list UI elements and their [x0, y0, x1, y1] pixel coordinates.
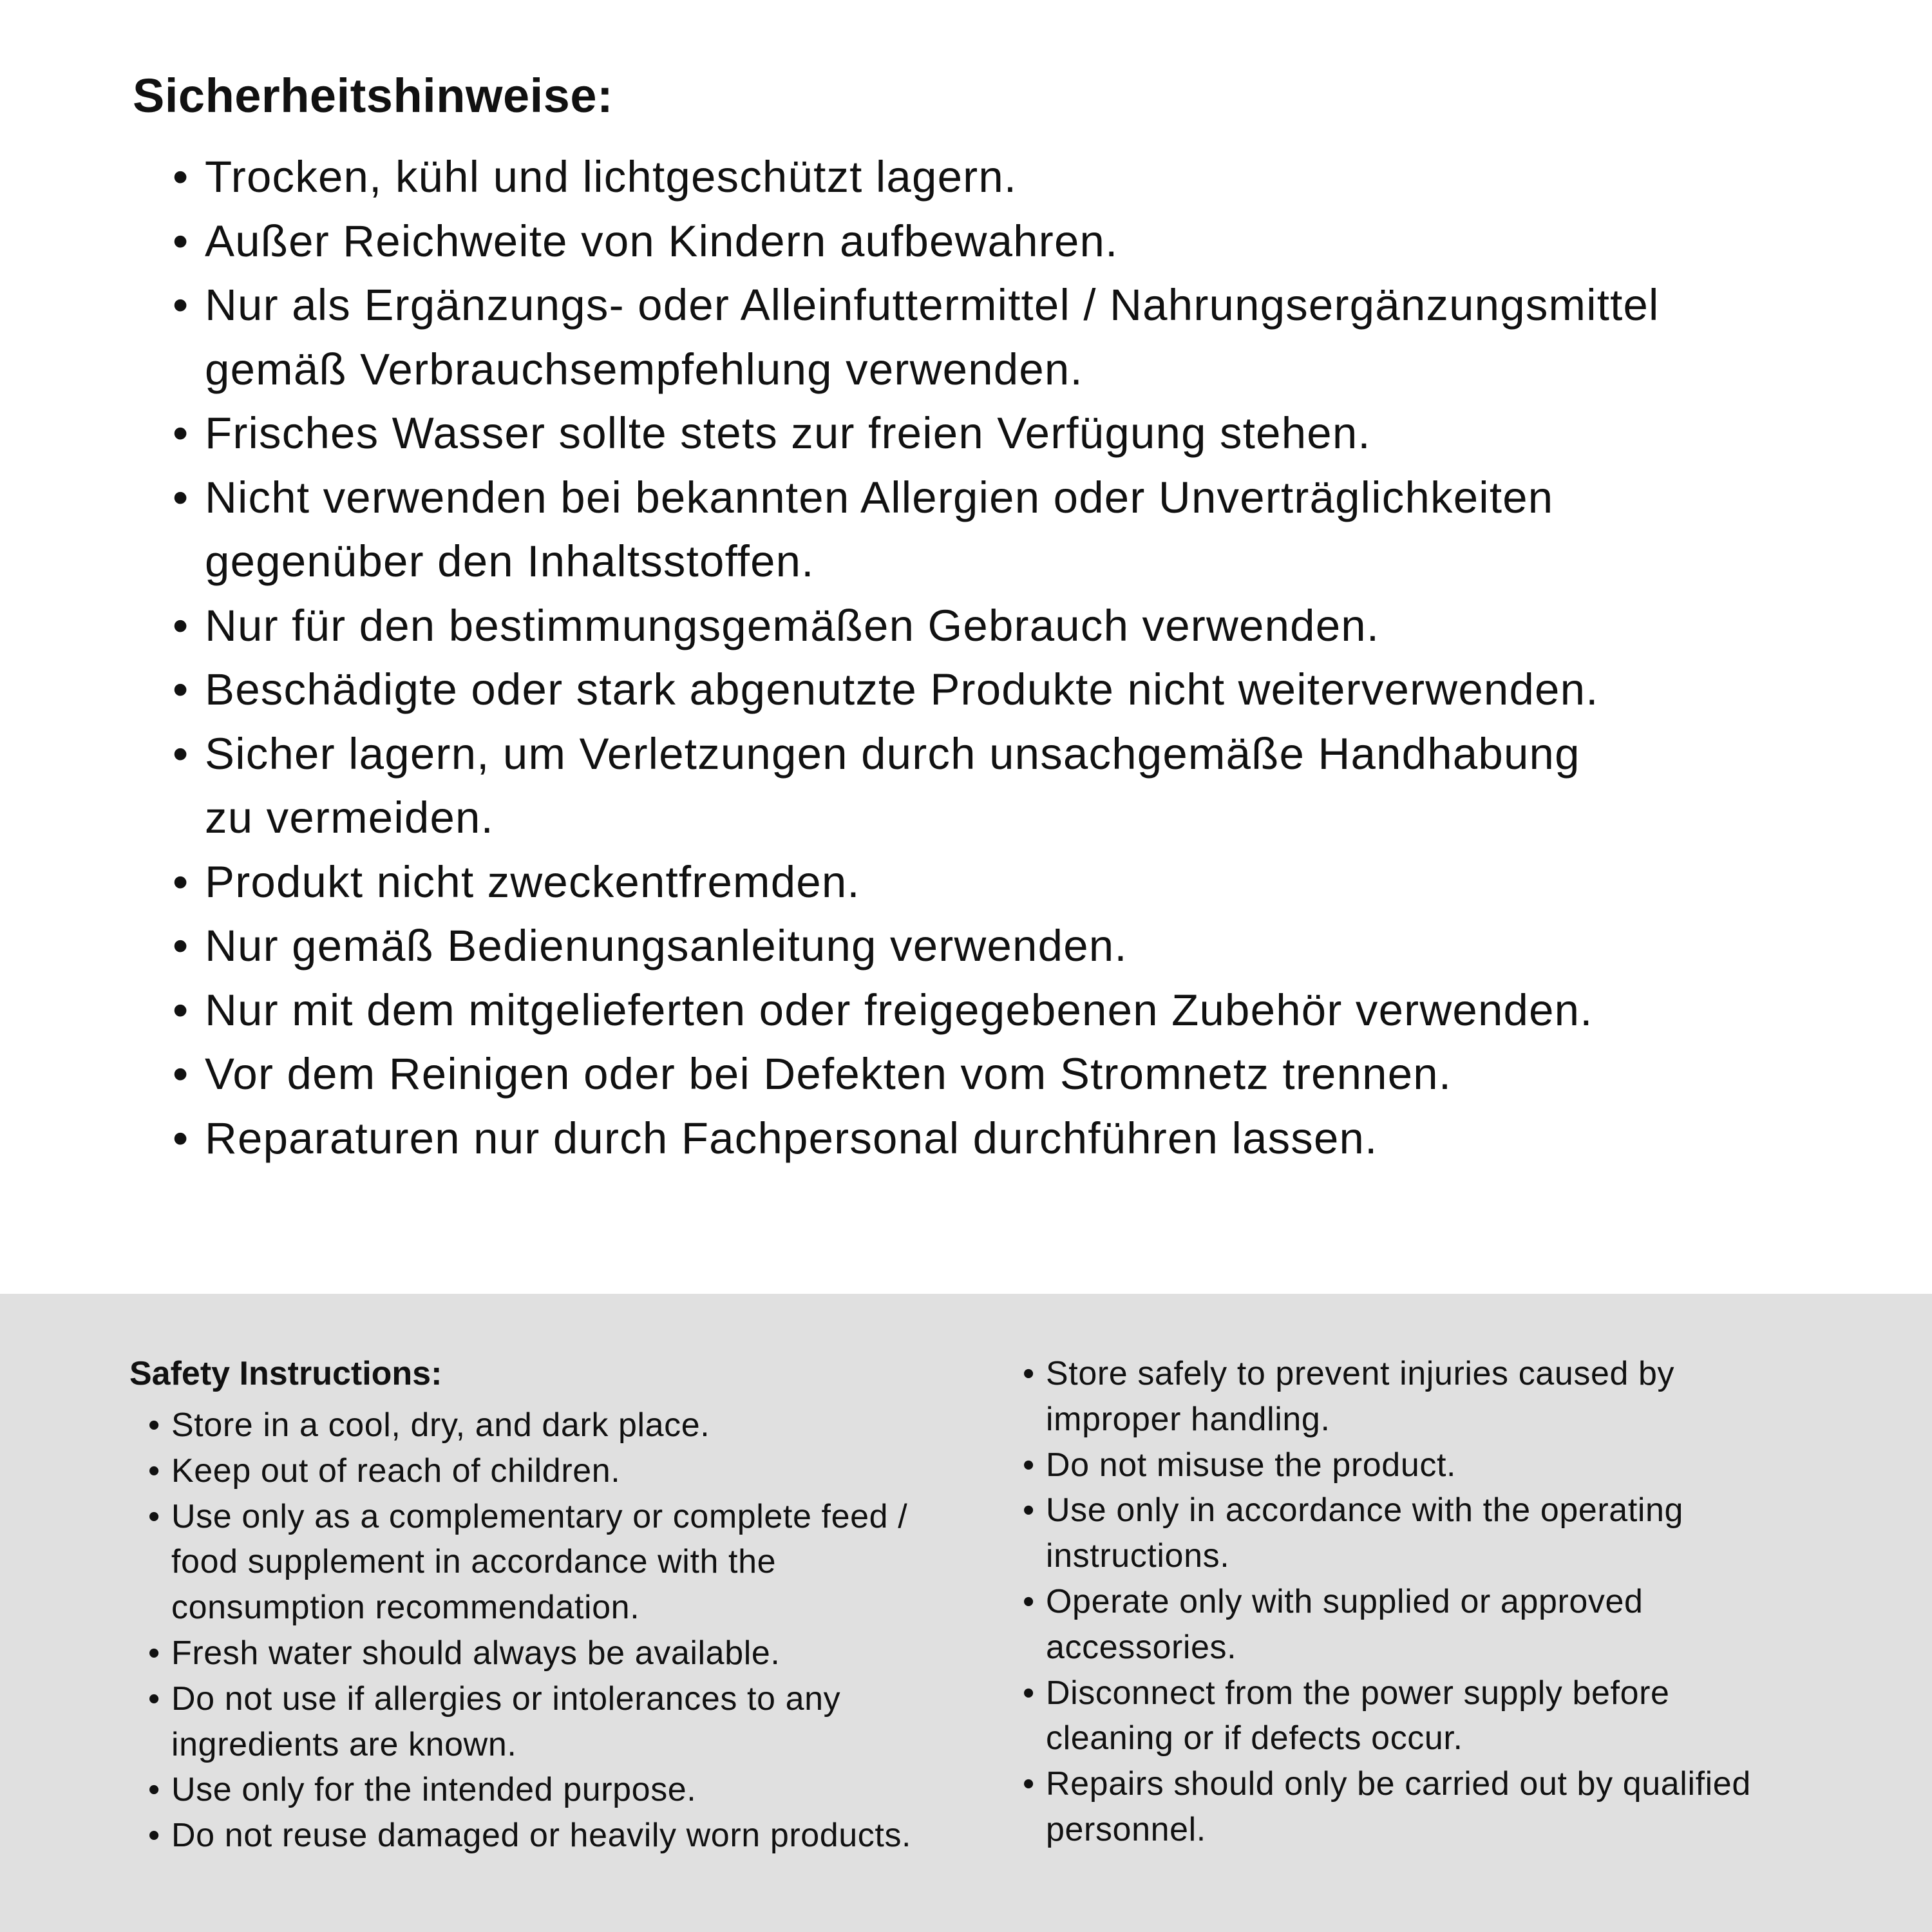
- list-item-text: Do not use if allergies or intolerances to any: [171, 1680, 841, 1718]
- list-item: [173, 466, 1660, 594]
- list-item: [173, 401, 1660, 466]
- bullet-icon: •: [148, 1497, 160, 1535]
- list-item-text: consumption recommendation.: [171, 1589, 640, 1627]
- list-item-text: personnel.: [1046, 1810, 1206, 1848]
- bullet-icon: •: [1023, 1765, 1035, 1803]
- list-item-text: Fresh water should always be available.: [171, 1634, 781, 1672]
- list-item: [173, 273, 1660, 401]
- list-item-text: ingredients are known.: [171, 1725, 517, 1763]
- list-item: [173, 850, 1660, 914]
- list-item: [173, 1106, 1660, 1171]
- bullet-icon: •: [1023, 1582, 1035, 1620]
- list-item-text: gemäß Verbrauchsempfehlung verwenden.: [205, 344, 1083, 394]
- list-item: [173, 978, 1660, 1043]
- list-item-text: Nur für den bestimmungsgemäßen Gebrauch verwenden.: [205, 600, 1380, 650]
- list-item: [173, 722, 1660, 850]
- bullet-icon: •: [173, 216, 189, 266]
- bullet-icon: •: [1023, 1446, 1035, 1484]
- bullet-icon: •: [148, 1680, 160, 1718]
- list-item-text: Disconnect from the power supply before: [1046, 1674, 1670, 1712]
- list-item-text: Reparaturen nur durch Fachpersonal durchführen lassen.: [205, 1113, 1378, 1163]
- list-item-text: instructions.: [1046, 1537, 1230, 1575]
- list-item-text: Außer Reichweite von Kindern aufbewahren.: [205, 216, 1119, 266]
- list-item-text: Use only as a complementary or complete feed /: [171, 1497, 908, 1535]
- bullet-icon: •: [173, 1113, 189, 1163]
- bullet-icon: •: [173, 985, 189, 1035]
- english-safety-title: Safety Instructions:: [129, 1355, 442, 1392]
- bullet-icon: •: [1023, 1674, 1035, 1712]
- list-item-text: gegenüber den Inhaltsstoffen.: [205, 536, 815, 586]
- list-item: [1023, 1579, 1751, 1671]
- bullet-icon: •: [173, 280, 189, 330]
- list-item-text: Nur mit dem mitgelieferten oder freigegebenen Zubehör verwenden.: [205, 985, 1593, 1035]
- list-item-text: Frisches Wasser sollte stets zur freien Verfügung stehen.: [205, 408, 1371, 458]
- list-item-text: improper handling.: [1046, 1400, 1331, 1438]
- list-item: [148, 1767, 911, 1813]
- list-item-text: accessories.: [1046, 1628, 1237, 1666]
- list-item: [148, 1676, 911, 1768]
- list-item-text: Do not misuse the product.: [1046, 1446, 1457, 1484]
- bullet-icon: •: [173, 921, 189, 971]
- list-item-text: Keep out of reach of children.: [171, 1452, 621, 1490]
- list-item: [148, 1448, 911, 1494]
- english-safety-list-right: [1023, 1351, 1751, 1853]
- list-item: [173, 594, 1660, 658]
- list-item-text: Store in a cool, dry, and dark place.: [171, 1406, 710, 1444]
- german-safety-list: [173, 145, 1660, 1170]
- bullet-icon: •: [173, 665, 189, 714]
- bullet-icon: •: [173, 600, 189, 650]
- german-safety-title: Sicherheitshinweise:: [133, 69, 614, 122]
- list-item-text: Nicht verwenden bei bekannten Allergien oder Unverträglichkeiten: [205, 472, 1554, 522]
- bullet-icon: •: [148, 1452, 160, 1490]
- bullet-icon: •: [148, 1771, 160, 1809]
- list-item: [148, 1403, 911, 1448]
- list-item: [1023, 1443, 1751, 1488]
- list-item: [148, 1631, 911, 1676]
- list-item-text: food supplement in accordance with the: [171, 1543, 777, 1581]
- list-item: [1023, 1488, 1751, 1579]
- list-item: [1023, 1351, 1751, 1443]
- bullet-icon: •: [148, 1406, 160, 1444]
- list-item: [173, 1042, 1660, 1106]
- list-item-text: Store safely to prevent injuries caused by: [1046, 1355, 1675, 1392]
- list-item-text: Sicher lagern, um Verletzungen durch unsachgemäße Handhabung: [205, 728, 1580, 779]
- list-item: [173, 209, 1660, 274]
- list-item-text: zu vermeiden.: [205, 793, 494, 842]
- list-item: [148, 1813, 911, 1859]
- bullet-icon: •: [173, 472, 189, 522]
- bullet-icon: •: [173, 728, 189, 779]
- list-item-text: Nur gemäß Bedienungsanleitung verwenden.: [205, 921, 1128, 971]
- bullet-icon: •: [173, 408, 189, 458]
- bullet-icon: •: [148, 1634, 160, 1672]
- list-item: [1023, 1671, 1751, 1762]
- list-item: [148, 1494, 911, 1631]
- list-item-text: Vor dem Reinigen oder bei Defekten vom Stromnetz trennen.: [205, 1049, 1452, 1099]
- list-item-text: Repairs should only be carried out by qualified: [1046, 1765, 1751, 1803]
- bullet-icon: •: [1023, 1355, 1035, 1392]
- list-item-text: Operate only with supplied or approved: [1046, 1582, 1643, 1620]
- list-item: [173, 914, 1660, 978]
- list-item-text: Use only for the intended purpose.: [171, 1771, 697, 1809]
- bullet-icon: •: [173, 857, 189, 907]
- list-item-text: cleaning or if defects occur.: [1046, 1719, 1463, 1757]
- bullet-icon: •: [148, 1817, 160, 1855]
- list-item-text: Do not reuse damaged or heavily worn products.: [171, 1817, 912, 1855]
- list-item-text: Trocken, kühl und lichtgeschützt lagern.: [205, 152, 1018, 202]
- list-item: [173, 145, 1660, 209]
- list-item-text: Nur als Ergänzungs- oder Alleinfuttermittel / Nahrungsergänzungsmittel: [205, 280, 1660, 330]
- list-item: [173, 658, 1660, 722]
- list-item: [1023, 1761, 1751, 1853]
- list-item-text: Beschädigte oder stark abgenutzte Produkte nicht weiterverwenden.: [205, 665, 1599, 714]
- bullet-icon: •: [173, 1049, 189, 1099]
- list-item-text: Produkt nicht zweckentfremden.: [205, 857, 860, 907]
- bullet-icon: •: [1023, 1492, 1035, 1530]
- english-safety-list-left: [148, 1403, 911, 1859]
- bullet-icon: •: [173, 152, 189, 202]
- list-item-text: Use only in accordance with the operating: [1046, 1492, 1684, 1530]
